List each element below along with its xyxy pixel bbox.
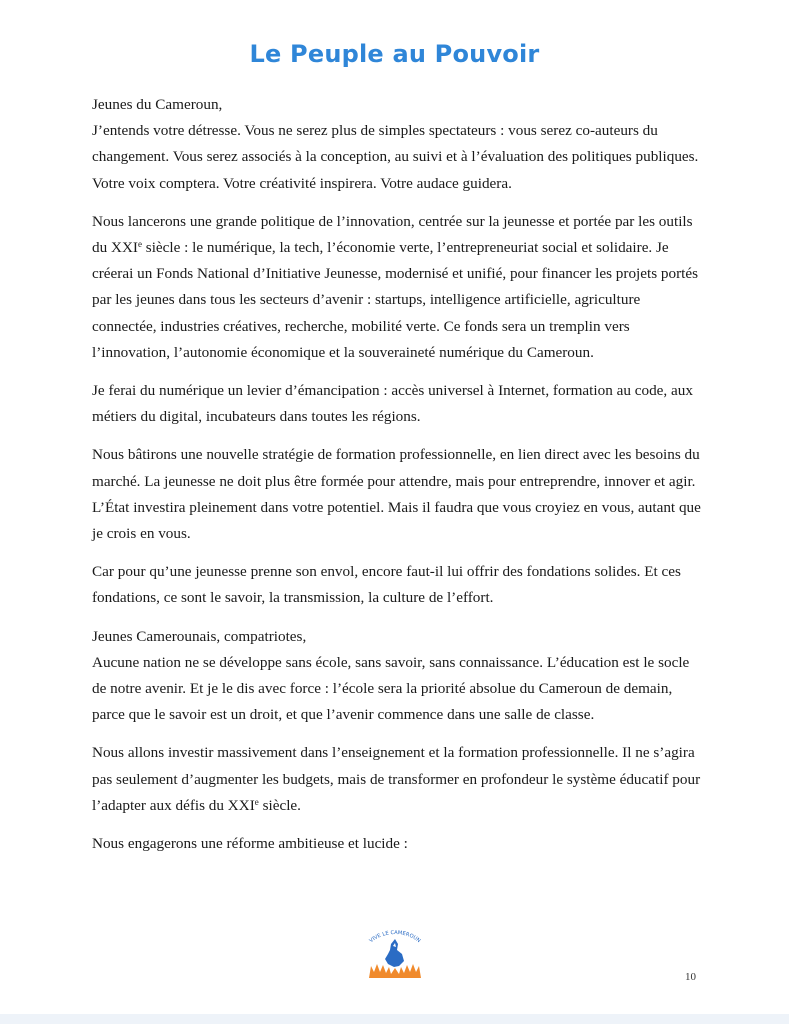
paragraph-1-greeting: Jeunes du Cameroun, [92,96,223,113]
paragraph-7-text-start: Nous allons investir massivement dans l’enseignement et la formation professionnelle. Il ne s’agira pas seulement d’augmenter les budgets, mais de transformer en profondeur le système éducatif pour l’adapter aux défis du XXI [92,744,701,814]
paragraph-3: Je ferai du numérique un levier d’émancipation : accès universel à Internet, formation au code, aux métiers du digital, incubateurs dans toutes les régions. [92,382,693,426]
paragraph-8: Nous engagerons une réforme ambitieuse et lucide : [92,835,408,853]
paragraph-4: Nous bâtirons une nouvelle stratégie de formation professionnelle, en lien direct avec les besoins du marché. La jeunesse ne doit plus être formée pour attendre, mais pour entreprendre, innover et agir. L’État investira pleinement dans votre potentiel. Mais il faudra que vous croyiez en vous, autant que je crois en vous. [92,446,701,543]
paragraph-7-superscript: e [254,796,259,807]
page-number: 10 [685,971,696,983]
paragraph-1-text: J’entends votre détresse. Vous ne serez plus de simples spectateurs : vous serez co-auteurs du changement. Vous serez associés à la conception, au suivi et à l’évaluation des politiques publiques. Votre voix comptera. Votre créativité inspirera. Votre audace guidera. [92,122,699,192]
paragraph-6 [92,624,702,729]
paragraph-6-greeting: Jeunes Camerounais, compatriotes, [92,627,307,645]
page-bottom-edge [0,1014,789,1024]
document-body [92,92,702,869]
paragraph-7 [92,740,702,819]
paragraph-6-text: Aucune nation ne se développe sans école, sans savoir, sans connaissance. L’éducation est le socle de notre avenir. Et je le dis avec force : l’école sera la priorité absolue du Cameroun de demain, parce que le savoir est un droit, et que l’avenir commence dans une salle de classe. [92,653,690,724]
paragraph-7-text-end: siècle. [258,796,301,814]
page-title: Le Peuple au Pouvoir [249,40,540,68]
paragraph-2-text-start: Nous lancerons une grande politique de l’innovation, centrée sur la jeunesse et portée par les outils du XXI [92,212,693,257]
paragraph-1 [92,92,702,197]
cameroon-map-icon [385,939,404,967]
campaign-logo [355,930,435,980]
paragraph-5: Car pour qu’une jeunesse prenne son envol, encore faut-il lui offrir des fondations solides. Et ces fondations, ce sont le savoir, la transmission, la culture de l’effort. [92,563,681,607]
paragraph-2 [92,209,702,366]
logo-lettering: VIVE LE CAMEROUN [368,930,422,945]
paragraph-2-superscript: e [137,239,142,250]
paragraph-2-text-end: siècle : le numérique, la tech, l’économie verte, l’entrepreneuriat social et solidaire. Je créerai un Fonds National d’Initiative Jeunesse, modernisé et unifié, pour financer les projets portés par les jeunes dans tous les secteurs d’avenir : startups, intelligence artificielle, agriculture connectée, industries créatives, recherche, mobilité verte. Ce fonds sera un tremplin vers l’innovation, l’autonomie économique et la souveraineté numérique du Cameroun. [92,239,699,361]
